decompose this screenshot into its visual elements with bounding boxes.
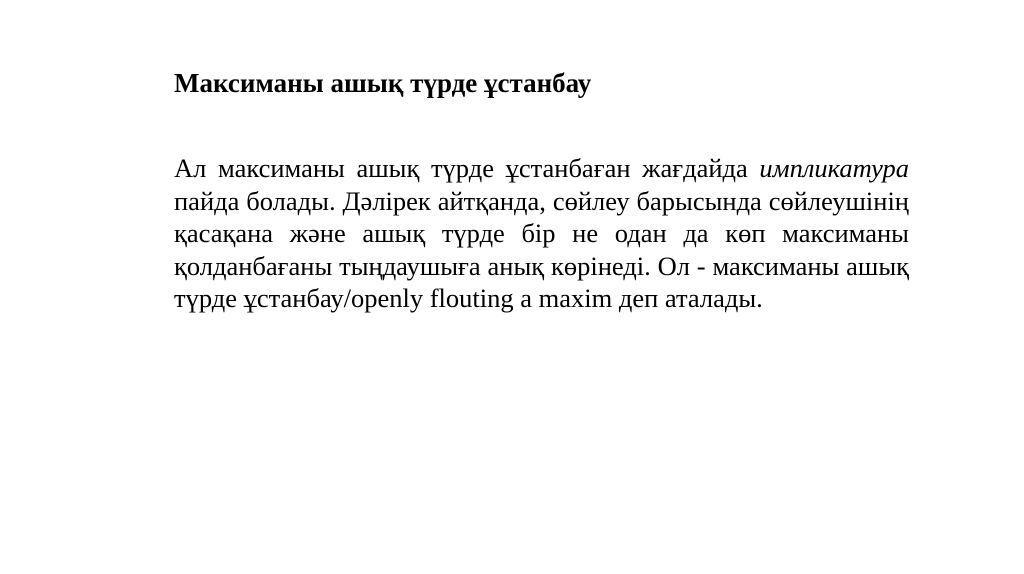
paragraph-italic-term: импликатура xyxy=(759,153,909,183)
paragraph-text-part-2: пайда болады. Дәлірек айтқанда, сөйлеу барысында сөйлеушінің қасақана және ашық түрде бір не одан да көп максиманы қолданбағаны тыңдаушыға анық көрінеді. Ол - максиманы ашық түрде ұстанбау/openly flouting a maxim деп аталады. xyxy=(174,185,909,314)
slide-paragraph xyxy=(174,152,909,315)
paragraph-text-part-1: Ал максиманы ашық түрде ұстанбаған жағдайда xyxy=(174,153,760,183)
slide-title: Максиманы ашық түрде ұстанбау xyxy=(174,68,592,98)
